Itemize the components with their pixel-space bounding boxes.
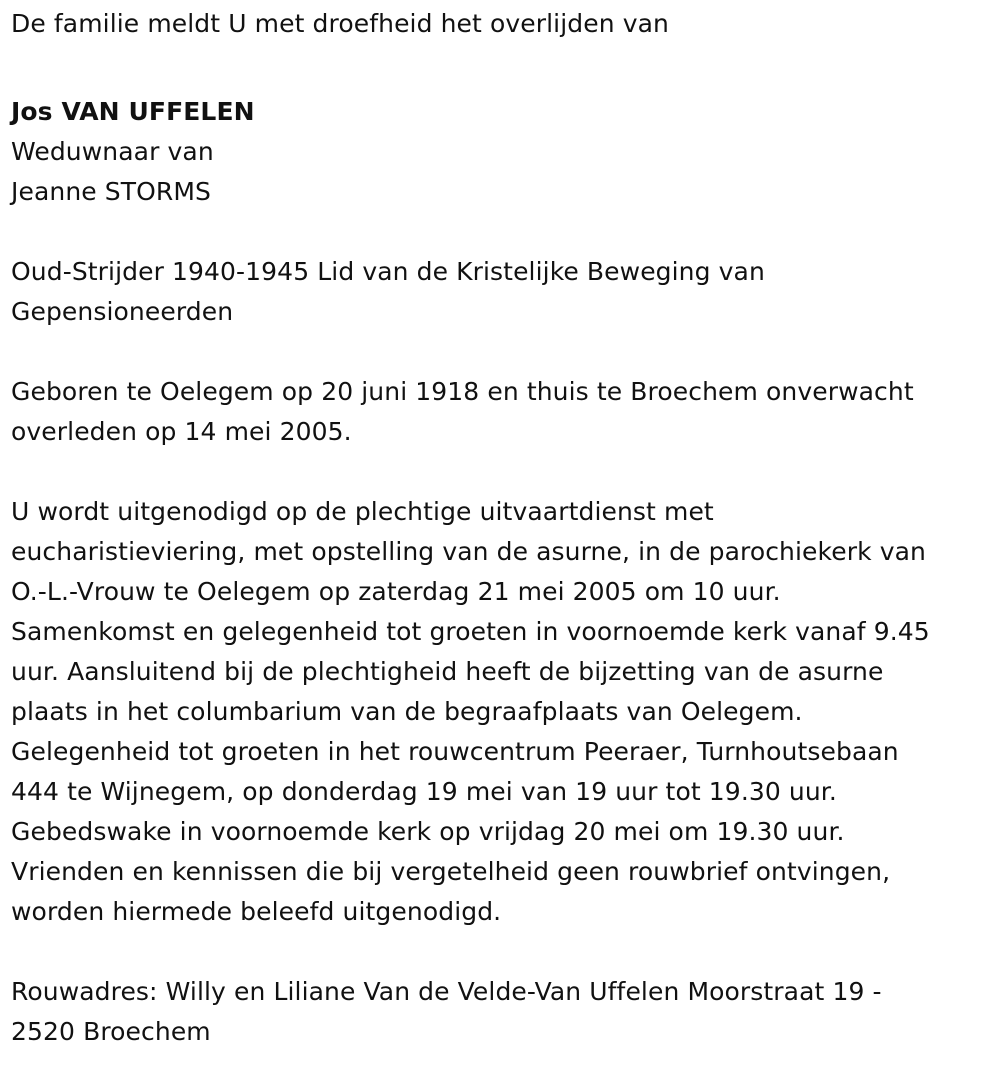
address-paragraph xyxy=(11,972,993,1052)
spacer xyxy=(11,452,993,492)
birth-death-line: overleden op 14 mei 2005. xyxy=(11,417,352,446)
ceremony-line: Gelegenheid tot groeten in het rouwcentrum Peeraer, Turnhoutsebaan xyxy=(11,737,899,766)
deceased-name: Jos VAN UFFELEN xyxy=(11,97,255,126)
ceremony-paragraph xyxy=(11,492,993,932)
ceremony-line: O.-L.-Vrouw te Oelegem op zaterdag 21 mei 2005 om 10 uur. xyxy=(11,577,781,606)
birth-death-line: Geboren te Oelegem op 20 juni 1918 en thuis te Broechem onverwacht xyxy=(11,377,914,406)
ceremony-line: worden hiermede beleefd uitgenodigd. xyxy=(11,897,502,926)
birth-death-paragraph xyxy=(11,372,993,452)
ceremony-line: 444 te Wijnegem, op donderdag 19 mei van 19 uur tot 19.30 uur. xyxy=(11,777,837,806)
obituary-document xyxy=(11,4,993,1052)
ceremony-line: eucharistieviering, met opstelling van de asurne, in de parochiekerk van xyxy=(11,537,926,566)
ceremony-line: uur. Aansluitend bij de plechtigheid heeft de bijzetting van de asurne xyxy=(11,657,884,686)
spacer xyxy=(11,332,993,372)
ceremony-line: plaats in het columbarium van de begraafplaats van Oelegem. xyxy=(11,697,803,726)
spouse-name: Jeanne STORMS xyxy=(11,177,212,206)
titles-paragraph xyxy=(11,252,993,332)
ceremony-line: U wordt uitgenodigd op de plechtige uitvaartdienst met xyxy=(11,497,714,526)
ceremony-line: Vrienden en kennissen die bij vergetelheid geen rouwbrief ontvingen, xyxy=(11,857,891,886)
titles-line: Oud-Strijder 1940-1945 Lid van de Kristelijke Beweging van xyxy=(11,257,765,286)
spacer xyxy=(11,212,993,252)
spacer xyxy=(11,932,993,972)
ceremony-line: Gebedswake in voornoemde kerk op vrijdag 20 mei om 19.30 uur. xyxy=(11,817,845,846)
address-line: 2520 Broechem xyxy=(11,1017,211,1046)
intro-text: De familie meldt U met droefheid het overlijden van xyxy=(11,9,669,38)
relation-text: Weduwnaar van xyxy=(11,137,214,166)
address-line: Rouwadres: Willy en Liliane Van de Velde-Van Uffelen Moorstraat 19 - xyxy=(11,977,882,1006)
titles-line: Gepensioneerden xyxy=(11,297,234,326)
ceremony-line: Samenkomst en gelegenheid tot groeten in voornoemde kerk vanaf 9.45 xyxy=(11,617,930,646)
spacer xyxy=(11,44,993,84)
